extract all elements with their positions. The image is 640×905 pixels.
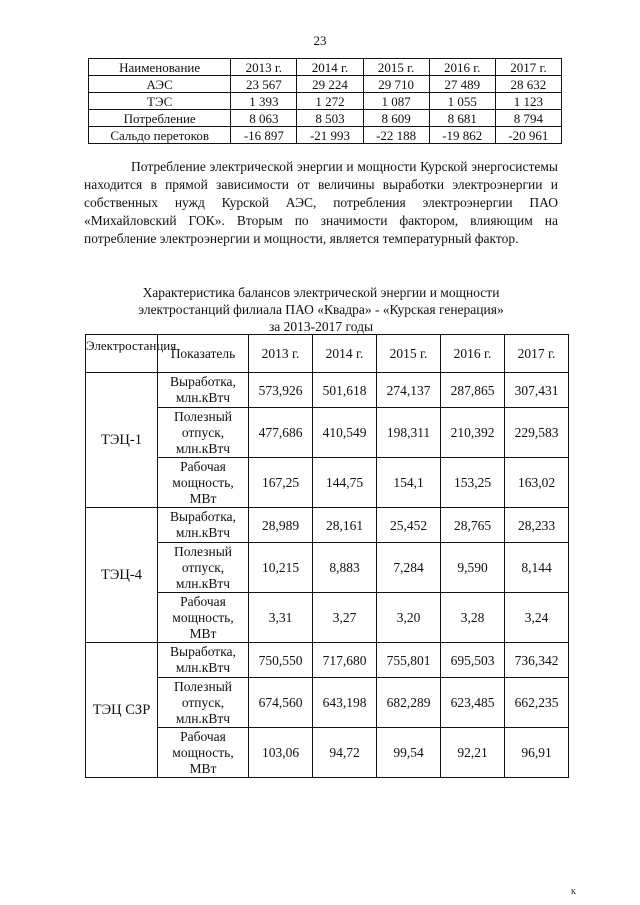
table-header-row [86, 335, 569, 373]
table-row [89, 76, 562, 93]
table-cell: 1 393 [231, 93, 297, 110]
table-cell: 99,54 [377, 728, 441, 778]
indicator-label: Рабочая мощность, МВт [158, 458, 249, 508]
table-row [89, 127, 562, 144]
table-cell: 3,27 [313, 593, 377, 643]
table-cell: 28,233 [505, 508, 569, 543]
table-row [86, 643, 569, 678]
indicator-label: Рабочая мощность, МВт [158, 728, 249, 778]
table-row [86, 373, 569, 408]
table-cell: 8 794 [495, 110, 561, 127]
table-cell: -16 897 [231, 127, 297, 144]
indicator-column-header: Показатель [158, 335, 249, 373]
indicator-label: Выработка, млн.кВтч [158, 508, 249, 543]
table-cell: 28,765 [441, 508, 505, 543]
table-cell: 573,926 [249, 373, 313, 408]
year-column-header: 2013 г. [249, 335, 313, 373]
table-cell: 28 632 [495, 76, 561, 93]
table-row [86, 678, 569, 728]
indicator-label: Выработка, млн.кВтч [158, 643, 249, 678]
table-cell: 287,865 [441, 373, 505, 408]
table-cell: 3,20 [377, 593, 441, 643]
table-cell: 29 710 [363, 76, 429, 93]
table-row [89, 93, 562, 110]
table-cell: 623,485 [441, 678, 505, 728]
table-cell: 501,618 [313, 373, 377, 408]
table-cell: 307,431 [505, 373, 569, 408]
table-cell: 477,686 [249, 408, 313, 458]
table-cell: 198,311 [377, 408, 441, 458]
year-column-header: 2017 г. [505, 335, 569, 373]
table-cell: 7,284 [377, 543, 441, 593]
table-cell: 717,680 [313, 643, 377, 678]
table-cell: 3,24 [505, 593, 569, 643]
page-number: 23 [313, 33, 327, 48]
table-cell: 163,02 [505, 458, 569, 508]
year-column-header: 2014 г. [313, 335, 377, 373]
table-cell: -21 993 [297, 127, 363, 144]
table-cell: 144,75 [313, 458, 377, 508]
table-cell: 210,392 [441, 408, 505, 458]
caption-line: за 2013-2017 годы [268, 319, 374, 334]
indicator-label: Выработка, млн.кВтч [158, 373, 249, 408]
table-cell: 736,342 [505, 643, 569, 678]
column-header: Наименование [89, 59, 231, 76]
table-cell: 9,590 [441, 543, 505, 593]
table-cell: 1 087 [363, 93, 429, 110]
station-name: ТЭЦ СЗР [86, 643, 158, 778]
table-row [89, 110, 562, 127]
table-cell: -22 188 [363, 127, 429, 144]
table-cell: 96,91 [505, 728, 569, 778]
year-column-header: 2015 г. [377, 335, 441, 373]
power-plants-table [85, 334, 569, 778]
column-header: 2013 г. [231, 59, 297, 76]
table-cell: 1 123 [495, 93, 561, 110]
energy-balance-table [88, 58, 562, 144]
table-cell: 28,989 [249, 508, 313, 543]
column-header: 2017 г. [495, 59, 561, 76]
table-row [86, 593, 569, 643]
table-cell: 10,215 [249, 543, 313, 593]
table-cell: 8 681 [429, 110, 495, 127]
table-cell: 410,549 [313, 408, 377, 458]
table-cell: -19 862 [429, 127, 495, 144]
table-cell: 25,452 [377, 508, 441, 543]
table-header-row [89, 59, 562, 76]
table-cell: 695,503 [441, 643, 505, 678]
table-cell: 92,21 [441, 728, 505, 778]
table-cell: 94,72 [313, 728, 377, 778]
table-row [86, 408, 569, 458]
table-cell: 674,560 [249, 678, 313, 728]
indicator-label: Полезный отпуск, млн.кВтч [158, 543, 249, 593]
station-column-header: Электростанция [86, 335, 158, 373]
table-cell: 8 063 [231, 110, 297, 127]
row-label: Потребление [89, 110, 231, 127]
station-name: ТЭЦ-4 [86, 508, 158, 643]
column-header: 2015 г. [363, 59, 429, 76]
table-cell: 643,198 [313, 678, 377, 728]
indicator-label: Рабочая мощность, МВт [158, 593, 249, 643]
table-cell: 662,235 [505, 678, 569, 728]
table-cell: 103,06 [249, 728, 313, 778]
table-cell: -20 961 [495, 127, 561, 144]
table-row [86, 508, 569, 543]
year-column-header: 2016 г. [441, 335, 505, 373]
table-cell: 755,801 [377, 643, 441, 678]
table-cell: 8 503 [297, 110, 363, 127]
station-name: ТЭЦ-1 [86, 373, 158, 508]
table-caption [84, 284, 558, 335]
caption-line: электростанций филиала ПАО «Квадра» - «Курская генерация» [138, 302, 504, 317]
table-cell: 1 055 [429, 93, 495, 110]
row-label: АЭС [89, 76, 231, 93]
table-cell: 1 272 [297, 93, 363, 110]
table-cell: 154,1 [377, 458, 441, 508]
table-cell: 8,883 [313, 543, 377, 593]
column-header: 2016 г. [429, 59, 495, 76]
table-cell: 23 567 [231, 76, 297, 93]
indicator-label: Полезный отпуск, млн.кВтч [158, 408, 249, 458]
caption-line: Характеристика балансов электрической энергии и мощности [142, 285, 500, 300]
table-cell: 153,25 [441, 458, 505, 508]
row-label: ТЭС [89, 93, 231, 110]
table-row [86, 543, 569, 593]
table-cell: 29 224 [297, 76, 363, 93]
table-cell: 28,161 [313, 508, 377, 543]
corner-mark: к [571, 886, 576, 897]
table-cell: 3,31 [249, 593, 313, 643]
table-cell: 3,28 [441, 593, 505, 643]
table-cell: 167,25 [249, 458, 313, 508]
body-paragraph: Потребление электрической энергии и мощности Курской энергосистемы находится в прямой зависимости от величины выработки электроэнергии и собственных нужд Курской АЭС, потребления электроэнергии ПАО «Михайловский ГОК». Вторым по значимости фактором, влияющим на потребление электроэнергии и мощности, является температурный фактор. [84, 159, 558, 246]
indicator-label: Полезный отпуск, млн.кВтч [158, 678, 249, 728]
table-row [86, 728, 569, 778]
table-cell: 750,550 [249, 643, 313, 678]
table-cell: 8,144 [505, 543, 569, 593]
table-cell: 274,137 [377, 373, 441, 408]
table-cell: 27 489 [429, 76, 495, 93]
table-cell: 229,583 [505, 408, 569, 458]
column-header: 2014 г. [297, 59, 363, 76]
row-label: Сальдо перетоков [89, 127, 231, 144]
table-row [86, 458, 569, 508]
table-cell: 682,289 [377, 678, 441, 728]
table-cell: 8 609 [363, 110, 429, 127]
